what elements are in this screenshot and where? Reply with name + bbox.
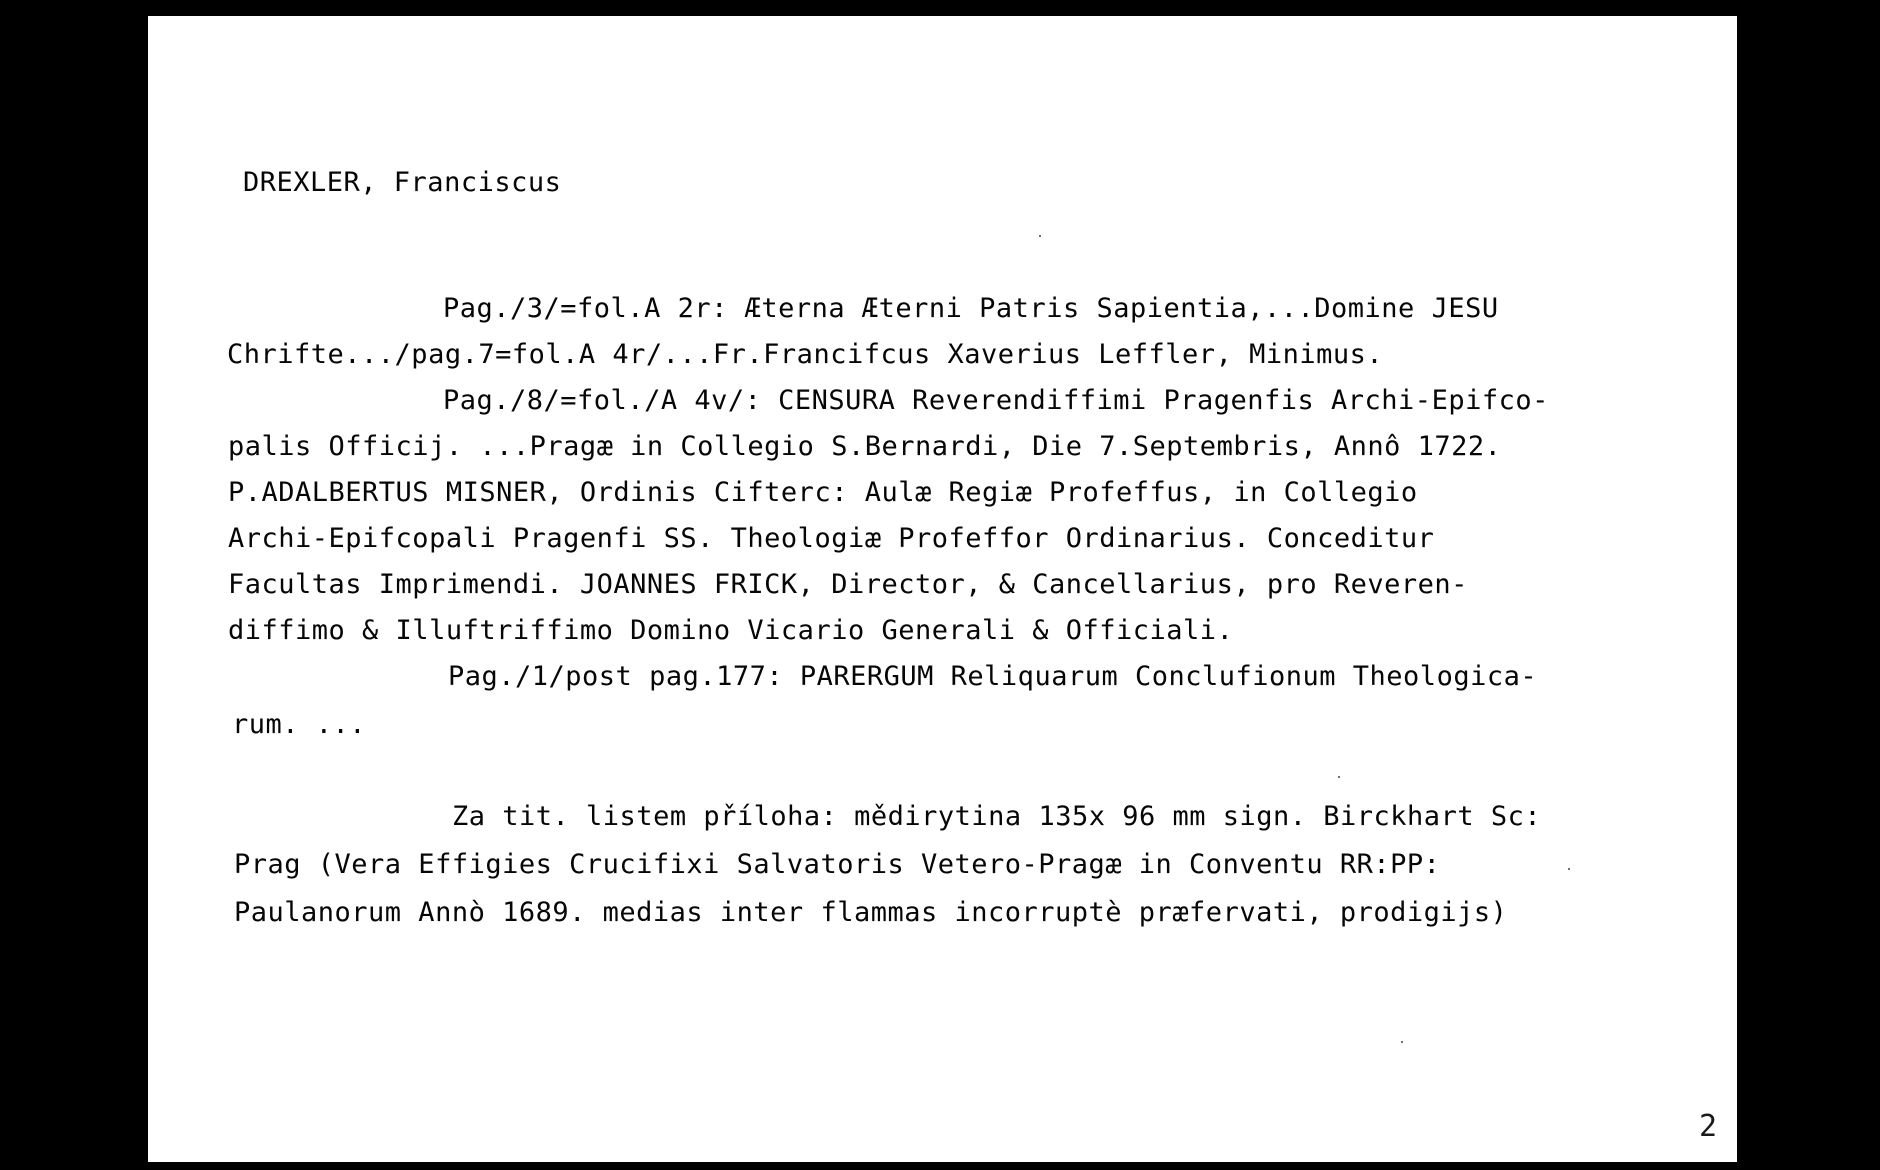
scan-speck	[1401, 1041, 1403, 1043]
catalog-card	[148, 16, 1737, 1162]
scan-speck	[1568, 868, 1570, 870]
card-text-line-9: Pag./1/post pag.177: PARERGUM Reliquarum Conclufionum Theologica-	[448, 661, 1538, 692]
card-text-line-4: palis Officij. ...Pragæ in Collegio S.Bernardi, Die 7.Septembris, Annô 1722.	[228, 431, 1502, 462]
card-text-line-12: Prag (Vera Effigies Crucifixi Salvatoris Vetero-Pragæ in Conventu RR:PP:	[234, 849, 1441, 880]
scan-speck	[1039, 235, 1041, 237]
card-text-line-13: Paulanorum Annò 1689. medias inter flammas incorruptè præfervati, prodigijs)	[234, 897, 1508, 928]
card-text-line-6: Archi-Epifcopali Pragenfi SS. Theologiæ Profeffor Ordinarius. Conceditur	[228, 523, 1435, 554]
card-text-line-2: Chrifte.../pag.7=fol.A 4r/...Fr.Francifcus Xaverius Leffler, Minimus.	[227, 339, 1384, 370]
scan-speck	[1338, 776, 1340, 778]
card-text-line-10: rum. ...	[232, 709, 367, 740]
card-heading: DREXLER, Franciscus	[243, 167, 562, 198]
card-text-line-11: Za tit. listem příloha: mědirytina 135x 96 mm sign. Birckhart Sc:	[452, 801, 1542, 832]
card-text-line-7: Facultas Imprimendi. JOANNES FRICK, Director, & Cancellarius, pro Reveren-	[228, 569, 1468, 600]
card-text-line-5: P.ADALBERTUS MISNER, Ordinis Cifterc: Aulæ Regiæ Profeffus, in Collegio	[228, 477, 1418, 508]
card-text-line-3: Pag./8/=fol./A 4v/: CENSURA Reverendiffimi Pragenfis Archi-Epifco-	[443, 385, 1549, 416]
page-number: 2	[1699, 1109, 1718, 1144]
card-text-line-1: Pag./3/=fol.A 2r: Æterna Æterni Patris Sapientia,...Domine JESU	[443, 293, 1499, 324]
card-text-line-8: diffimo & Illuftriffimo Domino Vicario Generali & Officiali.	[228, 615, 1234, 646]
